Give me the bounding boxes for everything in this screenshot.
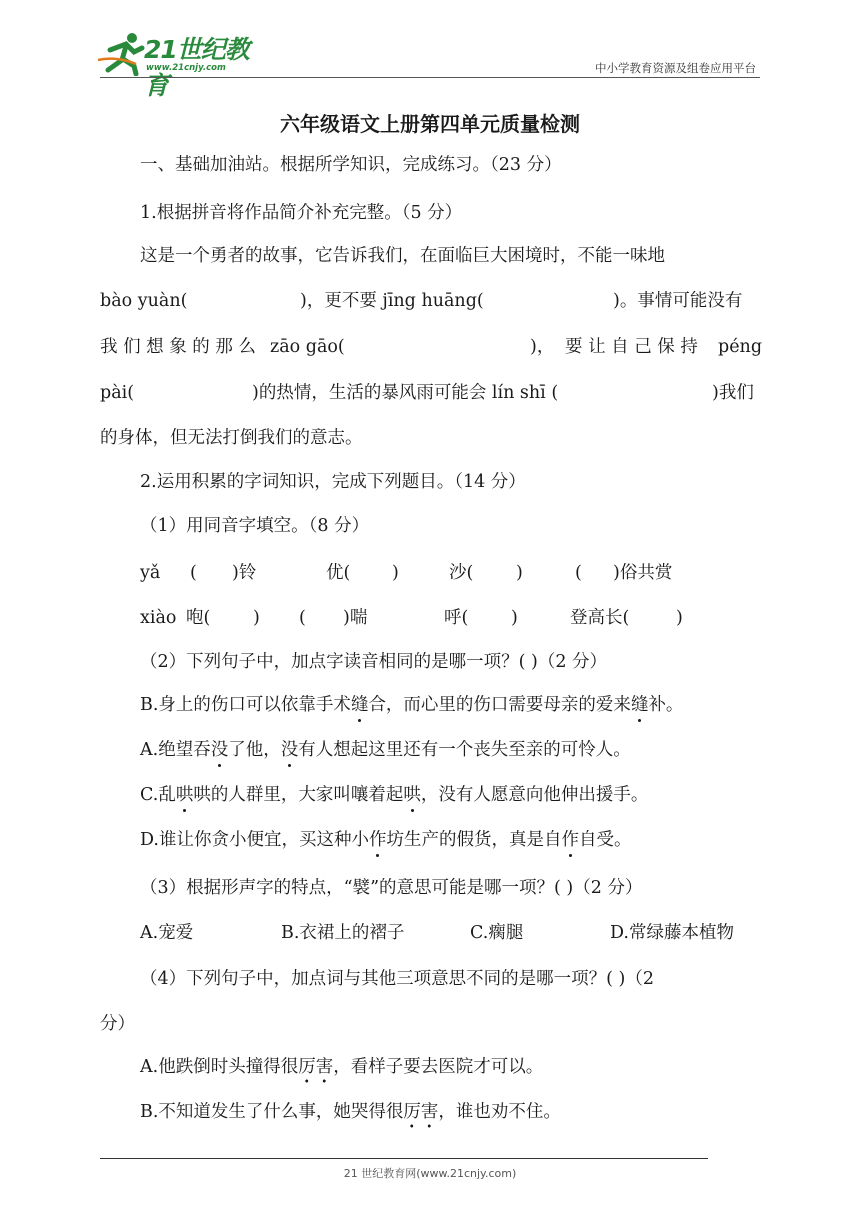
footer-divider	[100, 1158, 708, 1159]
dotted-char: 哄	[175, 785, 194, 805]
xiao-word-4: 登高长(	[570, 608, 630, 628]
option-4-a	[140, 1055, 543, 1079]
ya-blank-open-1: (	[190, 563, 197, 583]
q1-text-line-3c: )，	[530, 337, 555, 357]
q1-text-line-3d: 要 让 自 己 保 持	[565, 337, 698, 357]
dotted-char: 没	[210, 740, 229, 760]
header-divider	[100, 77, 760, 78]
xiao-blank-open-2: (	[299, 608, 306, 628]
option-text: 自受。	[578, 830, 632, 850]
ya-pinyin: yǎ	[140, 563, 161, 583]
logo-url: www.21cnjy.com	[146, 63, 226, 73]
xiao-word-2: )喘	[343, 608, 368, 628]
option-text: A.绝望吞	[140, 740, 211, 760]
option-text: 了他，	[228, 740, 281, 760]
xiao-pinyin: xiào	[140, 608, 177, 628]
dotted-char: 没	[280, 740, 299, 760]
dotted-char: 缝	[630, 695, 649, 715]
q1-text-line-4c: )我们	[712, 383, 754, 403]
dotted-char: 缝	[350, 695, 369, 715]
option-text: 哄的人群里，大家叫嚷着起	[193, 785, 404, 805]
xiao-word-1: 咆(	[186, 608, 211, 628]
q1-text-line-2b: )，更不要 jīng huāng(	[300, 291, 484, 311]
ya-word-3: 沙(	[449, 563, 474, 583]
xiao-word-3: 呼(	[444, 608, 469, 628]
q2-sub-1: （1）用同音字填空。（8 分）	[140, 516, 370, 536]
option-2-d	[140, 828, 631, 852]
xiao-blank-close-4: )	[676, 608, 683, 628]
q2-sub-4: （4）下列句子中，加点词与其他三项意思不同的是哪一项？( )（2	[140, 969, 654, 989]
ya-blank-open-4: (	[575, 563, 582, 583]
dotted-char: 作	[368, 830, 387, 850]
pinyin-pai: pài(	[100, 383, 135, 403]
option-text: C.乱	[140, 785, 176, 805]
runner-logo-icon	[96, 30, 148, 76]
option-2-b	[140, 693, 683, 717]
option-3-b: B.衣裙上的褶子	[281, 923, 405, 943]
option-text: ，看样子要去医院才可以。	[333, 1057, 544, 1077]
dotted-word: 厉害	[298, 1055, 333, 1083]
logo-text: 21世纪教育	[144, 35, 249, 100]
pinyin-zao-gao: zāo gāo(	[270, 337, 345, 357]
site-logo	[96, 30, 266, 100]
q1-text-line-5: 的身体，但无法打倒我们的意志。	[100, 428, 363, 448]
page-footer: 21 世纪教育网(www.21cnjy.com)	[343, 1167, 517, 1180]
option-text: 坊生产的假货，真是自	[386, 830, 562, 850]
option-3-d: D.常绿藤本植物	[610, 923, 734, 943]
q1-text-line-2	[100, 289, 187, 313]
dotted-word: 厉害	[403, 1100, 438, 1128]
option-text: 合，而心里的伤口需要母亲的爱来	[368, 695, 631, 715]
option-text: B.身上的伤口可以依靠手术	[140, 695, 351, 715]
page-header	[0, 0, 860, 100]
option-text: B.不知道发生了什么事，她哭得很	[140, 1102, 404, 1122]
option-text: 补。	[648, 695, 684, 715]
ya-word-2: 优(	[326, 563, 351, 583]
question-2-heading: 2.运用积累的字词知识，完成下列题目。（14 分）	[140, 472, 526, 492]
q2-sub-3: （3）根据形声字的特点，“襞”的意思可能是哪一项？( )（2 分）	[140, 878, 643, 898]
ya-blank-close-3: )	[516, 563, 523, 583]
option-2-a	[140, 738, 631, 762]
pinyin-peng: péng	[718, 337, 763, 357]
pinyin-bao-yuan: bào yuàn(	[100, 291, 188, 311]
option-text: A.他跌倒时头撞得很	[140, 1057, 299, 1077]
option-text: D.谁让你贪小便宜，买这种小	[140, 830, 369, 850]
option-text: ，没有人愿意向他伸出援手。	[420, 785, 649, 805]
header-platform-text: 中小学教育资源及组卷应用平台	[595, 61, 756, 75]
q2-sub-4-cont: 分）	[100, 1014, 135, 1034]
option-3-a: A.宠爱	[140, 923, 194, 943]
ya-blank-close-2: )	[392, 563, 399, 583]
option-3-c: C.瘸腿	[470, 923, 524, 943]
q1-text-line-4b: )的热情，生活的暴风雨可能会 lín shī (	[252, 383, 559, 403]
dotted-char: 哄	[403, 785, 421, 805]
q2-sub-2: （2）下列句子中，加点字读音相同的是哪一项？( )（2 分）	[140, 652, 608, 672]
question-1-heading: 1.根据拼音将作品简介补充完整。（5 分）	[140, 203, 463, 223]
option-text: 有人想起这里还有一个丧失至亲的可怜人。	[298, 740, 631, 760]
page-title: 六年级语文上册第四单元质量检测	[280, 112, 580, 136]
option-text: ，谁也劝不住。	[438, 1102, 561, 1122]
option-2-c	[140, 783, 648, 807]
option-4-b	[140, 1100, 561, 1124]
ya-word-1: )铃	[232, 563, 257, 583]
q1-text-line-3a: 我 们 想 象 的 那 么	[100, 337, 256, 357]
dotted-char: 作	[561, 830, 579, 850]
q1-text-line-2c: )。事情可能没有	[613, 291, 743, 311]
section-heading: 一、基础加油站。根据所学知识，完成练习。（23 分）	[140, 155, 562, 175]
ya-word-4: )俗共赏	[613, 563, 673, 583]
xiao-blank-close-1: )	[253, 608, 260, 628]
q1-text-line-1: 这是一个勇者的故事，它告诉我们，在面临巨大困境时，不能一味地	[140, 246, 665, 266]
xiao-blank-close-3: )	[511, 608, 518, 628]
